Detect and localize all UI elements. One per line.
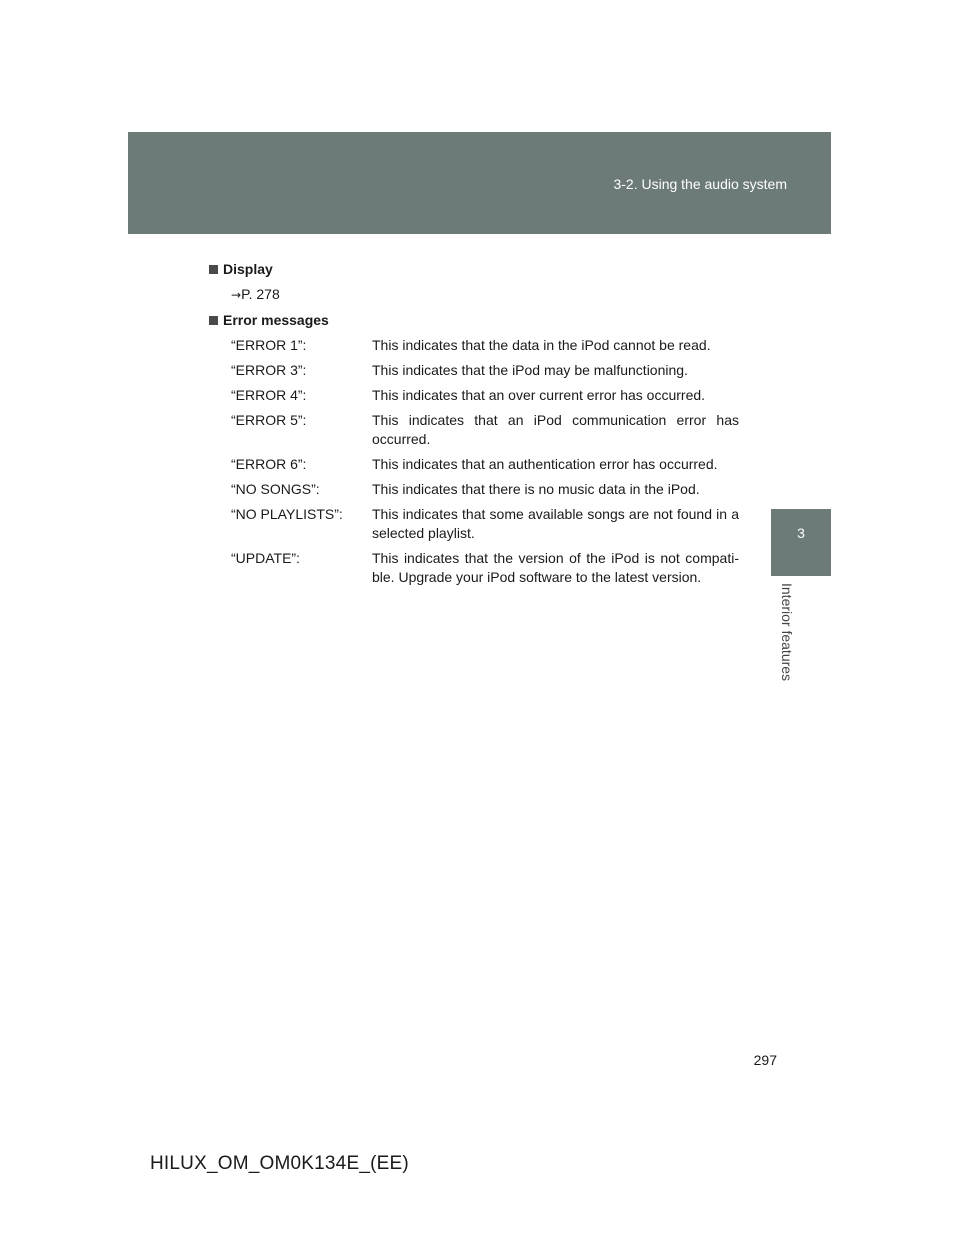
display-page-reference bbox=[209, 285, 739, 305]
chapter-tab bbox=[771, 509, 831, 576]
square-bullet-icon bbox=[209, 265, 218, 274]
page-content bbox=[209, 260, 739, 593]
chapter-label: Interior features bbox=[779, 583, 795, 682]
display-reference-text: P. 278 bbox=[241, 286, 280, 302]
square-bullet-icon bbox=[209, 316, 218, 325]
error-message-row bbox=[231, 386, 739, 405]
section-title: 3-2. Using the audio system bbox=[613, 176, 787, 192]
error-code: “ERROR 1”: bbox=[231, 337, 307, 353]
page-number: 297 bbox=[753, 1052, 777, 1068]
document-code: HILUX_OM_OM0K134E_(EE) bbox=[150, 1153, 409, 1174]
error-message-row bbox=[231, 336, 739, 355]
error-message-row bbox=[231, 549, 739, 587]
error-messages-heading-text: Error messages bbox=[223, 312, 329, 328]
error-message-row bbox=[231, 455, 739, 474]
error-description: This indicates that some available songs are not found in a selected playlist. bbox=[372, 506, 739, 541]
error-description: This indicates that an over current error has occurred. bbox=[372, 387, 706, 403]
header-band bbox=[128, 132, 831, 234]
display-heading bbox=[209, 260, 739, 279]
error-message-list bbox=[209, 336, 739, 587]
error-message-row bbox=[231, 361, 739, 380]
error-code: “NO SONGS”: bbox=[231, 481, 320, 497]
arrow-right-icon: → bbox=[231, 288, 242, 302]
error-description: This indicates that an iPod communication error has occurred. bbox=[372, 412, 739, 447]
error-message-row bbox=[231, 505, 739, 543]
error-messages-heading bbox=[209, 311, 739, 330]
chapter-number: 3 bbox=[797, 525, 805, 541]
error-code: “UPDATE”: bbox=[231, 550, 300, 566]
error-description: This indicates that the version of the iPod is not compati-ble. Upgrade your iPod software to the latest version. bbox=[372, 550, 739, 585]
error-code: “ERROR 5”: bbox=[231, 412, 307, 428]
error-description: This indicates that an authentication error has occurred. bbox=[372, 456, 718, 472]
error-description: This indicates that the iPod may be malfunctioning. bbox=[372, 362, 688, 378]
error-message-row bbox=[231, 411, 739, 449]
error-code: “ERROR 3”: bbox=[231, 362, 307, 378]
error-description: This indicates that the data in the iPod cannot be read. bbox=[372, 337, 711, 353]
error-code: “NO PLAYLISTS”: bbox=[231, 506, 343, 522]
error-description: This indicates that there is no music data in the iPod. bbox=[372, 481, 700, 497]
display-heading-text: Display bbox=[223, 261, 273, 277]
error-message-row bbox=[231, 480, 739, 499]
error-code: “ERROR 6”: bbox=[231, 456, 307, 472]
error-code: “ERROR 4”: bbox=[231, 387, 307, 403]
